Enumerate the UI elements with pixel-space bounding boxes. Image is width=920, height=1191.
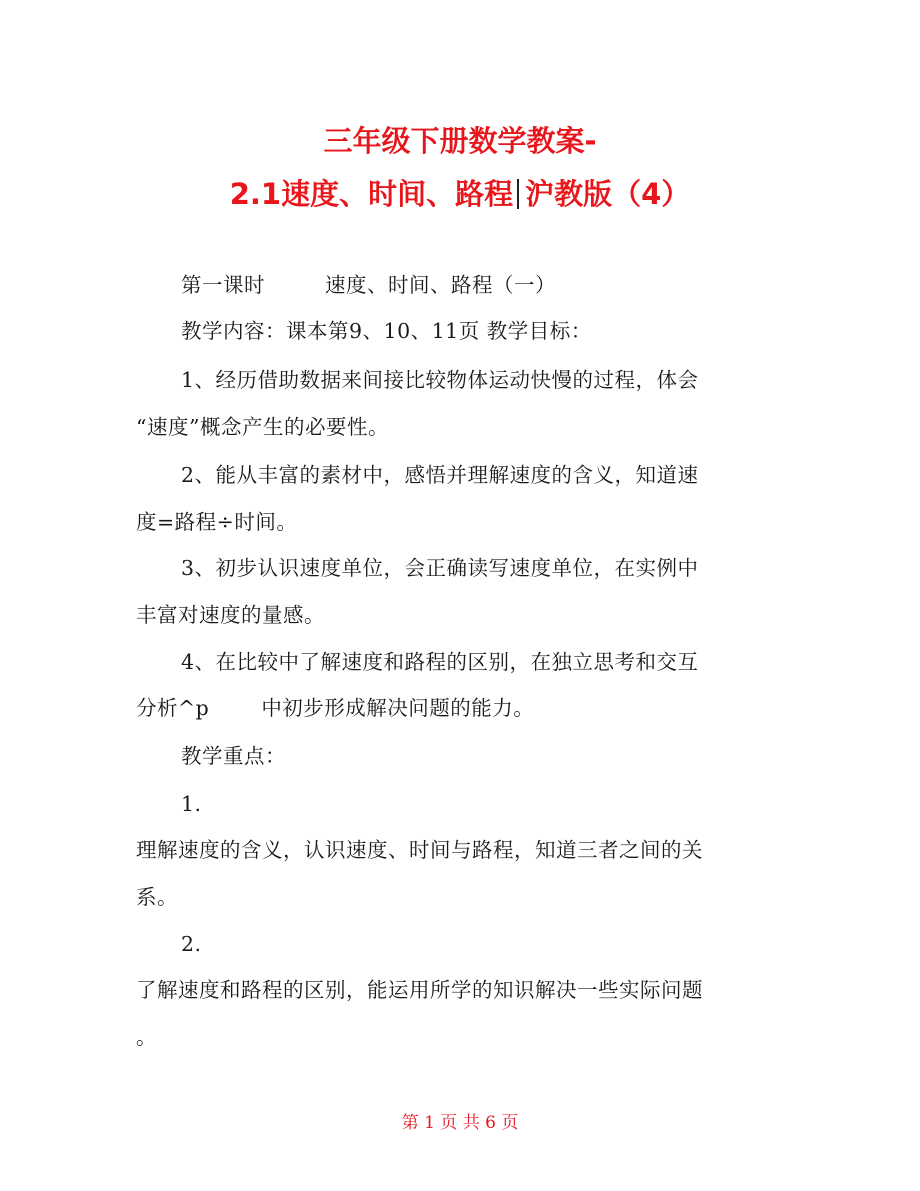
goal-4-line-2 xyxy=(136,693,534,723)
content-line: 教学内容：课本第9、10、11页 教学目标： xyxy=(181,319,592,343)
goal-4-part-2: 中初步形成解决问题的能力。 xyxy=(261,696,535,720)
lesson-label: 第一课时 xyxy=(181,273,265,297)
key-point-2-line-2: 。 xyxy=(136,1025,157,1049)
key-point-1-number: 1. xyxy=(181,792,202,816)
key-points-label: 教学重点： xyxy=(181,744,286,768)
goal-3-line-2: 丰富对速度的量感。 xyxy=(136,603,325,627)
goal-2-line-1: 2、能从丰富的素材中，感悟并理解速度的含义，知道速 xyxy=(181,463,699,487)
goal-4-part-1: 分析^p xyxy=(136,696,210,720)
document-title-line-1: 三年级下册数学教案- xyxy=(323,124,597,158)
goal-1-line-1: 1、经历借助数据来间接比较物体运动快慢的过程，体会 xyxy=(181,368,699,392)
document-title-line-2 xyxy=(0,174,920,214)
goal-3-line-1: 3、初步认识速度单位，会正确读写速度单位，在实例中 xyxy=(181,556,699,580)
lesson-title: 速度、时间、路程（一） xyxy=(325,273,556,297)
goal-4-line-1: 4、在比较中了解速度和路程的区别，在独立思考和交互 xyxy=(181,650,699,674)
title-part-1: 2.1速度、时间、路程 xyxy=(229,177,514,211)
key-point-2-line-1: 了解速度和路程的区别，能运用所学的知识解决一些实际问题 xyxy=(136,978,703,1002)
key-point-1-line-1: 理解速度的含义，认识速度、时间与路程，知道三者之间的关 xyxy=(136,838,703,862)
key-point-2-number: 2. xyxy=(181,932,202,956)
key-point-1-line-2: 系。 xyxy=(136,885,178,909)
text-cursor xyxy=(517,179,519,209)
lesson-heading xyxy=(181,270,556,300)
goal-1-line-2: “速度”概念产生的必要性。 xyxy=(136,415,389,439)
goal-2-line-2: 度=路程÷时间。 xyxy=(136,510,298,534)
title-part-2: 沪教版（4） xyxy=(525,177,691,211)
page-footer: 第 1 页 共 6 页 xyxy=(401,1113,519,1133)
